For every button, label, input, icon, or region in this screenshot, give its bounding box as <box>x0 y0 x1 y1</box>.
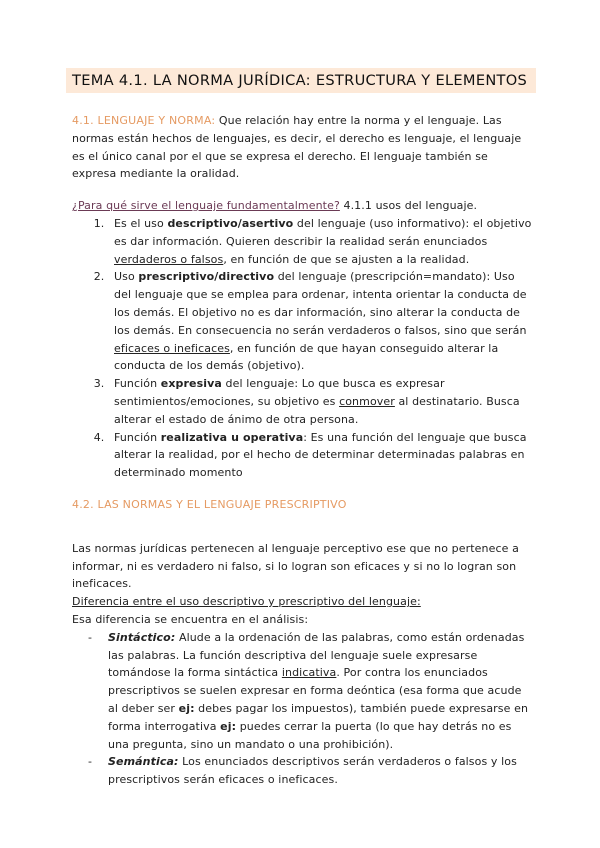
section-4-1-text: Que relación hay entre la norma y el lenguaje. Las normas están hechos de lenguajes, es decir, el derecho es lenguaje, el lenguaje es el único canal por el que se expresa el derecho. El lenguaje también se expresa mediante la oralidad. <box>72 114 522 181</box>
language-uses-list <box>72 215 532 482</box>
use-item-4: 4. Función realizativa u operativa: Es una función del lenguaje que busca alterar la realidad, por el hecho de determinar determinadas palabras en determinado momento <box>108 429 532 482</box>
dash-bullet: - <box>88 755 93 769</box>
analysis-list <box>72 629 532 789</box>
example-label: ej: <box>178 701 195 715</box>
document-body <box>72 112 532 789</box>
question-line <box>72 197 532 215</box>
analysis-item-semantic: - Semántica: Los enunciados descriptivos serán verdaderos o falsos y los prescriptivos serán eficaces o ineficaces. <box>88 755 517 787</box>
page-title: TEMA 4.1. LA NORMA JURÍDICA: ESTRUCTURA Y ELEMENTOS <box>72 72 528 89</box>
use-item-1: 1. Es el uso descriptivo/asertivo del lenguaje (uso informativo): el objetivo es dar información. Quieren describir la realidad serán enunciados verdaderos o falsos, en función de que se ajusten a la realidad. <box>108 215 532 268</box>
use-2-underlined: eficaces o ineficaces <box>114 341 230 355</box>
section-4-2-paragraph: Las normas jurídicas pertenecen al lenguaje perceptivo ese que no pertenece a informar, ni es verdadero ni falso, si lo logran son eficaces y si no lo logran son ineficaces. <box>72 541 519 591</box>
question-text: ¿Para qué sirve el lenguaje fundamentalmente? <box>72 199 340 213</box>
analysis-item-syntactic: - Sintáctico: Alude a la ordenación de las palabras, como están ordenadas las palabras. La función descriptiva del lenguaje suele expresarse tomándose la forma sintáctica indicativa. Por contra los enunciados prescriptivos se suelen expresar en forma deóntica (esa forma que acude al deber ser ej: debes pagar los impuestos), también puede expresarse en forma interrogativa ej: puedes cerrar la puerta (lo que hay detrás no es una pregunta, sino un mandato o una prohibición). <box>88 630 529 751</box>
use-item-2: 2. Uso prescriptivo/directivo del lenguaje (prescripción=mandato): Uso del lenguaje que se emplea para ordenar, intenta orientar la conducta de los demás. El objetivo no es dar información, sino alterar la conducta de los demás. En consecuencia no serán verdaderos o falsos, sino que serán eficaces o ineficaces, en función de que hayan conseguido alterar la conducta de los demás (objetivo). <box>108 268 532 375</box>
question-rest: 4.1.1 usos del lenguaje. <box>339 199 478 213</box>
use-1-underlined: verdaderos o falsos <box>114 252 224 266</box>
section-4-2-heading: 4.2. LAS NORMAS Y EL LENGUAJE PRESCRIPTIVO <box>72 497 347 511</box>
semantic-term: Semántica: <box>108 755 179 769</box>
section-4-1-paragraph <box>72 112 532 183</box>
use-3-term: expresiva <box>160 377 222 391</box>
use-2-term: prescriptivo/directivo <box>138 270 275 284</box>
use-3-underlined: conmover <box>339 394 395 408</box>
difference-heading: Diferencia entre el uso descriptivo y prescriptivo del lenguaje: <box>72 595 421 609</box>
indicative-term: indicativa <box>281 666 337 680</box>
analysis-line: Esa diferencia se encuentra en el análisis: <box>72 612 309 626</box>
dash-bullet: - <box>88 630 93 644</box>
example-label: ej: <box>220 719 237 733</box>
use-4-term: realizativa u operativa <box>160 430 304 444</box>
section-4-1-heading: 4.1. LENGUAJE Y NORMA: <box>72 114 216 127</box>
use-item-3: 3. Función expresiva del lenguaje: Lo que busca es expresar sentimientos/emociones, su objetivo es conmover al destinatario. Busca alterar el estado de ánimo de otra persona. <box>108 375 532 428</box>
use-1-term: descriptivo/asertivo <box>167 216 294 230</box>
syntactic-term: Sintáctico: <box>108 630 176 644</box>
